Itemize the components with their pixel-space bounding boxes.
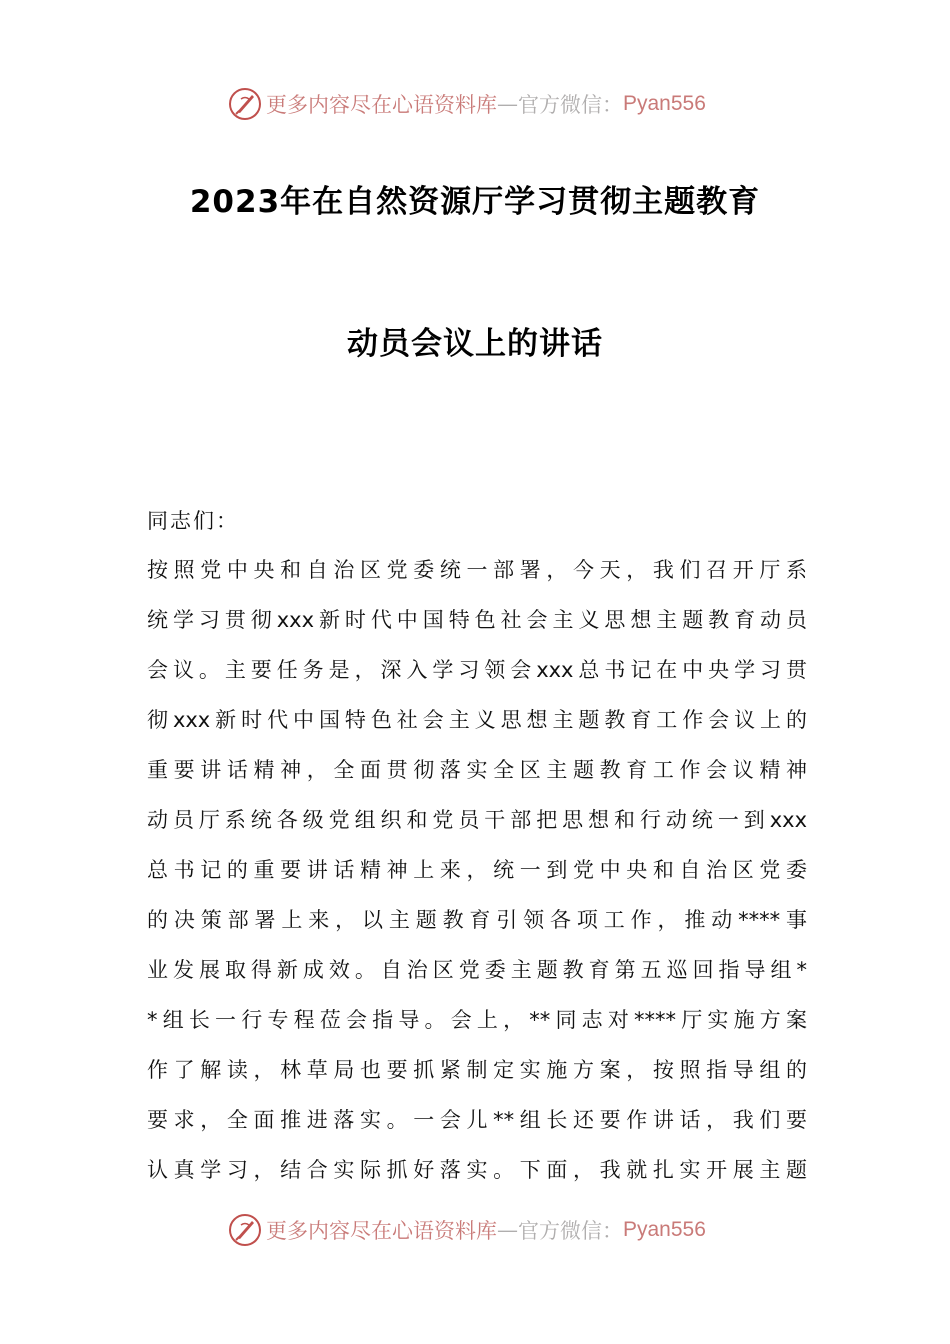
footer-watermark: [228, 1212, 706, 1248]
watermark-wechat-id: Pyan556: [623, 92, 706, 115]
body-line: 彻xxx新时代中国特色社会主义思想主题教育工作会议上的: [147, 708, 807, 732]
body-line: 作了解读，林草局也要抓紧制定实施方案，按照指导组的: [147, 1058, 807, 1082]
watermark-main-text: 更多内容尽在心语资料库: [266, 1219, 497, 1243]
body-line: 的决策部署上来，以主题教育引领各项工作，推动****事: [147, 908, 807, 932]
body-line: 业发展取得新成效。自治区党委主题教育第五巡回指导组*: [147, 958, 807, 982]
body-line: 要求，全面推进落实。一会儿**组长还要作讲话，我们要: [147, 1108, 807, 1132]
body-line: 认真学习，结合实际抓好落实。下面，我就扎实开展主题: [147, 1158, 807, 1182]
body-line: 动员厅系统各级党组织和党员干部把思想和行动统一到xxx: [147, 808, 807, 832]
body-line: 重要讲话精神，全面贯彻落实全区主题教育工作会议精神: [147, 758, 807, 782]
body-line: 总书记的重要讲话精神上来，统一到党中央和自治区党委: [147, 858, 807, 882]
document-title-line1: 2023年在自然资源厅学习贯彻主题教育: [189, 184, 761, 220]
watermark-wechat-id: Pyan556: [623, 1218, 706, 1241]
quill-pen-circle-icon: [228, 87, 262, 121]
body-line: 按照党中央和自治区党委统一部署，今天，我们召开厅系: [147, 558, 807, 582]
body-line: *组长一行专程莅会指导。会上，**同志对****厅实施方案: [147, 1008, 807, 1032]
greeting: 同志们：: [147, 509, 239, 533]
body-text: [147, 545, 807, 1195]
watermark-sub-text: 官方微信：: [518, 93, 623, 117]
body-line: 统学习贯彻xxx新时代中国特色社会主义思想主题教育动员: [147, 608, 807, 632]
document-title-line2: 动员会议上的讲话: [347, 326, 603, 362]
watermark-sub-text: 官方微信：: [518, 1219, 623, 1243]
watermark-main-text: 更多内容尽在心语资料库: [266, 93, 497, 117]
watermark-separator: —: [497, 1218, 518, 1242]
header-watermark: [228, 86, 706, 122]
body-line: 会议。主要任务是，深入学习领会xxx总书记在中央学习贯: [147, 658, 807, 682]
quill-pen-circle-icon: [228, 1213, 262, 1247]
watermark-separator: —: [497, 92, 518, 116]
